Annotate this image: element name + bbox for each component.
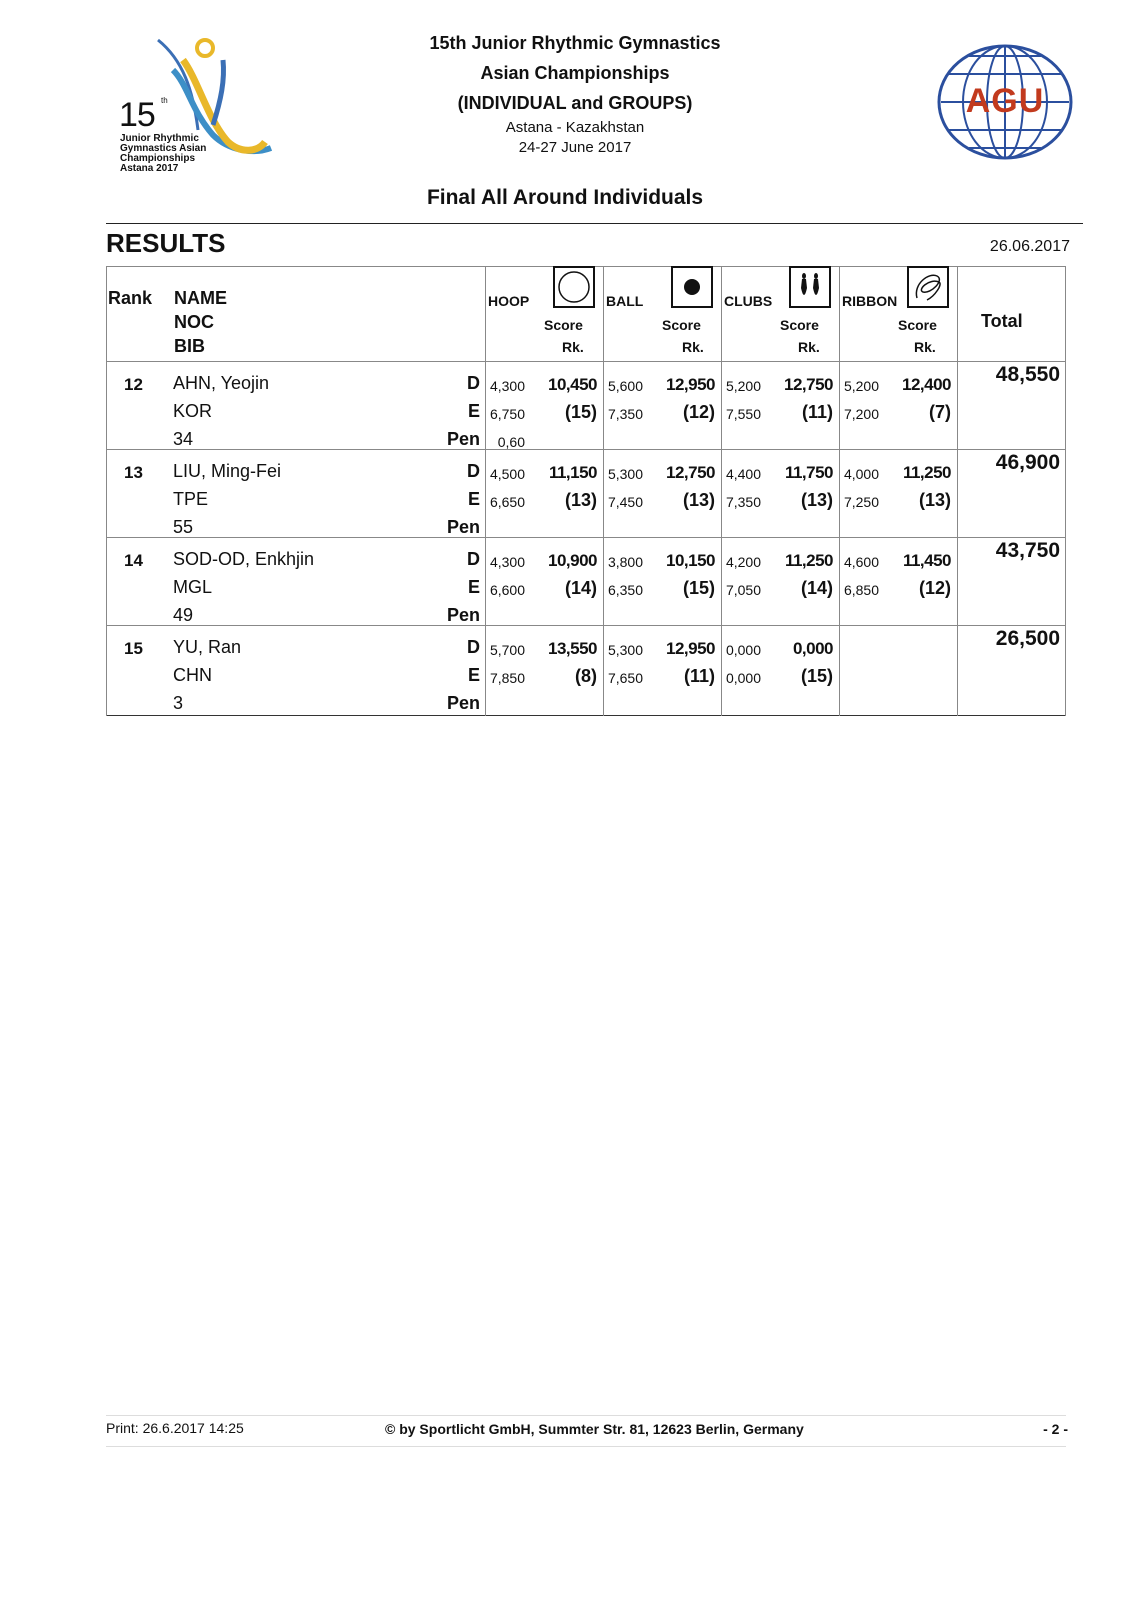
pen-label: Pen <box>446 605 480 625</box>
athlete-bib: 49 <box>173 605 194 625</box>
ball-d: 5,300 <box>607 466 643 482</box>
hoop-icon <box>553 266 595 308</box>
hoop-e: 7,850 <box>489 670 525 686</box>
hoop-e: 6,650 <box>489 494 525 510</box>
row-rank: 14 <box>124 551 143 570</box>
ball-d: 3,800 <box>607 554 643 570</box>
hoop-rank: (8) <box>575 666 597 686</box>
header-clubs-score: Score <box>780 317 819 333</box>
clubs-d: 0,000 <box>725 642 761 658</box>
ball-score: 12,750 <box>666 463 715 482</box>
ball-rank: (15) <box>682 578 715 598</box>
ribbon-icon <box>907 266 949 308</box>
hoop-score: 11,150 <box>548 463 597 482</box>
table-row <box>106 537 1066 625</box>
header-clubs: CLUBS <box>724 293 773 309</box>
header-hoop-rk: Rk. <box>562 339 584 355</box>
event-title-line2: Asian Championships <box>480 63 670 83</box>
e-label: E <box>467 577 480 597</box>
athlete-name: YU, Ran <box>173 637 242 657</box>
hoop-d: 5,700 <box>489 642 525 658</box>
ball-rank: (13) <box>682 490 715 510</box>
header-divider <box>106 223 1083 224</box>
clubs-rank: (13) <box>800 490 833 510</box>
event-info <box>360 28 790 158</box>
event-title-line1: 15th Junior Rhythmic Gymnastics <box>429 33 721 53</box>
clubs-e: 7,350 <box>725 494 761 510</box>
hoop-rank: (13) <box>564 490 597 510</box>
row-rank: 15 <box>124 639 143 658</box>
hoop-d: 4,300 <box>489 554 525 570</box>
clubs-d: 4,400 <box>725 466 761 482</box>
hoop-d: 4,300 <box>489 378 525 394</box>
header-ribbon: RIBBON <box>842 293 898 309</box>
total-score: 48,550 <box>995 363 1060 386</box>
e-label: E <box>467 401 480 421</box>
ribbon-e: 7,200 <box>843 406 879 422</box>
header-hoop: HOOP <box>488 293 530 309</box>
table-row <box>106 449 1066 537</box>
pen-label: Pen <box>446 517 480 537</box>
hoop-d: 4,500 <box>489 466 525 482</box>
ribbon-rank: (13) <box>918 490 951 510</box>
clubs-rank: (11) <box>801 402 833 422</box>
ribbon-score: 12,400 <box>902 375 951 394</box>
total-score: 46,900 <box>995 451 1060 474</box>
ball-score: 12,950 <box>666 639 715 658</box>
ball-d: 5,300 <box>607 642 643 658</box>
results-table <box>106 266 1066 716</box>
hoop-rank: (15) <box>564 402 597 422</box>
header-ball-score: Score <box>662 317 701 333</box>
clubs-icon <box>789 266 831 308</box>
hoop-score: 13,550 <box>548 639 597 658</box>
results-date: 26.06.2017 <box>989 238 1070 255</box>
footer-divider <box>106 1415 1066 1416</box>
header-hoop-score: Score <box>544 317 583 333</box>
clubs-e: 7,550 <box>725 406 761 422</box>
pen-label: Pen <box>446 693 480 713</box>
athlete-noc: KOR <box>173 401 213 421</box>
athlete-noc: CHN <box>173 665 212 685</box>
athlete-noc: TPE <box>173 489 209 509</box>
athlete-name: LIU, Ming-Fei <box>173 461 282 481</box>
hoop-score: 10,900 <box>548 551 597 570</box>
ribbon-score: 11,450 <box>902 551 951 570</box>
event-dates: 24-27 June 2017 <box>518 139 632 156</box>
clubs-score: 11,750 <box>784 463 833 482</box>
ball-rank: (12) <box>682 402 715 422</box>
logo-number-suffix: th <box>161 96 168 105</box>
row-rank: 13 <box>124 463 143 482</box>
page-number: - 2 - <box>1043 1421 1068 1437</box>
ribbon-d: 4,600 <box>843 554 879 570</box>
header-total: Total <box>981 311 1023 331</box>
athlete-name: SOD-OD, Enkhjin <box>173 549 315 569</box>
ribbon-e: 6,850 <box>843 582 879 598</box>
ball-e: 7,350 <box>607 406 643 422</box>
pen-label: Pen <box>446 429 480 449</box>
ribbon-rank: (7) <box>929 402 951 422</box>
clubs-d: 5,200 <box>725 378 761 394</box>
d-label: D <box>467 549 480 569</box>
header-ribbon-score: Score <box>898 317 937 333</box>
event-title-line3: (INDIVIDUAL and GROUPS) <box>457 93 693 113</box>
ball-e: 7,650 <box>607 670 643 686</box>
athlete-bib: 34 <box>173 429 194 449</box>
row-rank: 12 <box>124 375 143 394</box>
e-label: E <box>467 489 480 509</box>
ball-score: 10,150 <box>666 551 715 570</box>
clubs-e: 7,050 <box>725 582 761 598</box>
ball-rank: (11) <box>683 666 715 686</box>
logo-number: 15 <box>119 96 155 134</box>
header-ribbon-rk: Rk. <box>914 339 936 355</box>
table-border-bottom <box>106 715 1066 716</box>
athlete-bib: 55 <box>173 517 194 537</box>
ball-e: 7,450 <box>607 494 643 510</box>
header-name: NAME <box>174 288 227 308</box>
ball-e: 6,350 <box>607 582 643 598</box>
agu-logo <box>935 42 1075 162</box>
event-venue: Astana - Kazakhstan <box>505 119 645 136</box>
hoop-e: 6,600 <box>489 582 525 598</box>
copyright-notice: © by Sportlicht GmbH, Summter Str. 81, 12623 Berlin, Germany <box>385 1421 804 1437</box>
hoop-e: 6,750 <box>489 406 525 422</box>
ball-score: 12,950 <box>666 375 715 394</box>
header-ball-rk: Rk. <box>682 339 704 355</box>
championship-logo <box>113 30 278 175</box>
ball-d: 5,600 <box>607 378 643 394</box>
athlete-bib: 3 <box>173 693 184 713</box>
header-clubs-rk: Rk. <box>798 339 820 355</box>
header-bib: BIB <box>174 336 205 356</box>
clubs-e: 0,000 <box>725 670 761 686</box>
header-rank: Rank <box>108 288 153 308</box>
d-label: D <box>467 373 480 393</box>
results-heading: RESULTS <box>106 228 226 258</box>
header-noc: NOC <box>174 312 214 332</box>
d-label: D <box>467 637 480 657</box>
ribbon-score: 11,250 <box>902 463 951 482</box>
athlete-noc: MGL <box>173 577 213 597</box>
clubs-score: 11,250 <box>784 551 833 570</box>
logo-caption: Junior Rhythmic Gymnastics Asian Championships Astana 2017 <box>120 133 207 174</box>
d-label: D <box>467 461 480 481</box>
hoop-pen: 0,60 <box>497 434 525 450</box>
athlete-name: AHN, Yeojin <box>173 373 270 393</box>
total-score: 43,750 <box>995 539 1060 562</box>
ribbon-e: 7,250 <box>843 494 879 510</box>
print-timestamp: Print: 26.6.2017 14:25 <box>106 1420 244 1436</box>
header-ball: BALL <box>606 293 644 309</box>
ribbon-d: 4,000 <box>843 466 879 482</box>
clubs-score: 12,750 <box>784 375 833 394</box>
e-label: E <box>467 665 480 685</box>
table-row <box>106 361 1066 449</box>
hoop-rank: (14) <box>564 578 597 598</box>
hoop-score: 10,450 <box>548 375 597 394</box>
ribbon-d: 5,200 <box>843 378 879 394</box>
clubs-rank: (14) <box>800 578 833 598</box>
clubs-score: 0,000 <box>792 639 833 658</box>
ribbon-rank: (12) <box>918 578 951 598</box>
clubs-d: 4,200 <box>725 554 761 570</box>
total-score: 26,500 <box>995 627 1060 650</box>
footer-divider <box>106 1446 1066 1447</box>
clubs-rank: (15) <box>800 666 833 686</box>
table-row <box>106 625 1066 713</box>
ball-icon <box>671 266 713 308</box>
agu-logo-text: AGU <box>965 82 1045 120</box>
document-title: Final All Around Individuals <box>426 186 704 209</box>
